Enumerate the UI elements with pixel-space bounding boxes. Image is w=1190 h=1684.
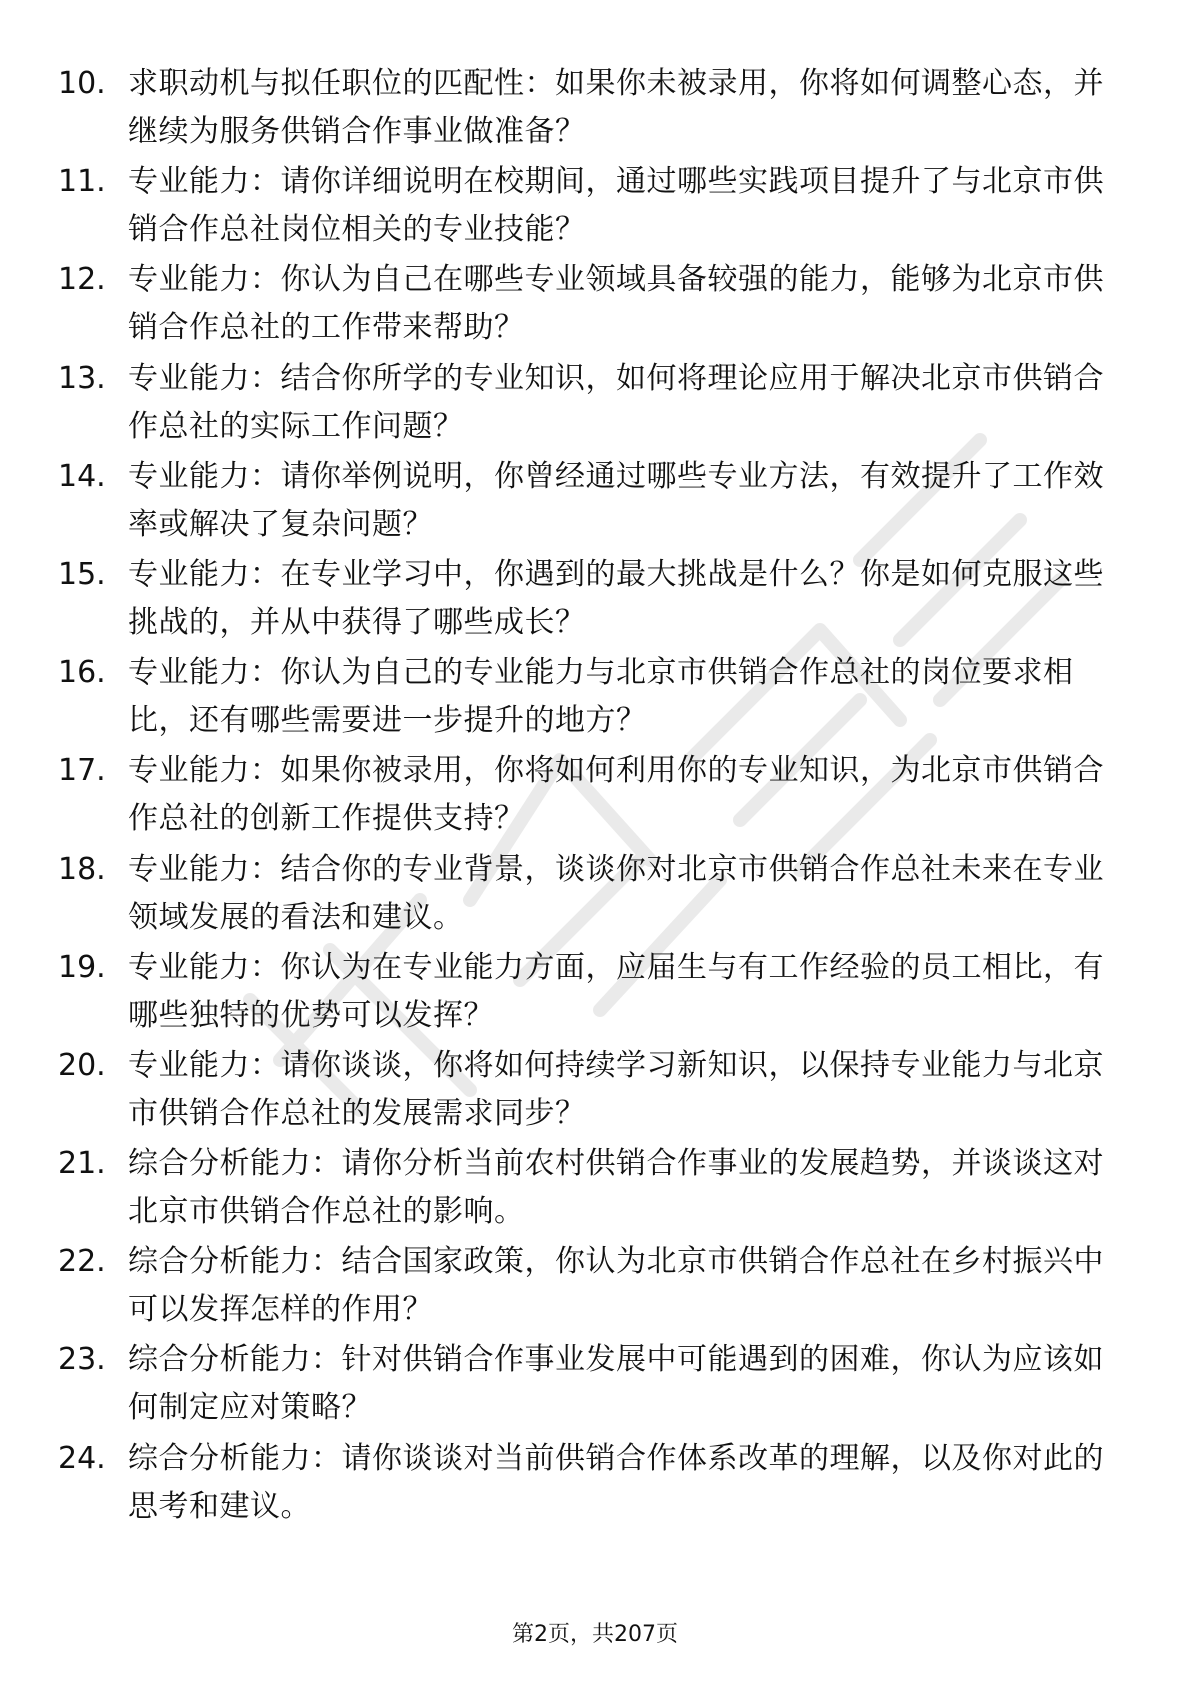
question-item (0, 1030, 1190, 1131)
question-text: 专业能力：请你谈谈，你将如何持续学习新知识，以保持专业能力与北京市供销合作总社的发展需求同步？ (128, 1047, 1104, 1131)
question-item (0, 637, 1190, 739)
question-item (0, 1226, 1190, 1328)
question-number: 16. (58, 655, 106, 691)
question-text: 专业能力：如果你被录用，你将如何利用你的专业知识，为北京市供销合作总社的创新工作提供支持？ (128, 753, 1104, 837)
question-number: 14. (58, 458, 106, 494)
question-number: 21. (58, 1146, 106, 1182)
question-text: 专业能力：你认为在专业能力方面，应届生与有工作经验的员工相比，有哪些独特的优势可以发挥？ (128, 949, 1104, 1033)
question-item (0, 539, 1190, 640)
question-number: 20. (58, 1047, 106, 1083)
question-text: 专业能力：请你举例说明，你曾经通过哪些专业方法，有效提升了工作效率或解决了复杂问题？ (128, 458, 1104, 542)
question-text: 综合分析能力：请你分析当前农村供销合作事业的发展趋势，并谈谈这对北京市供销合作总社的影响。 (128, 1146, 1104, 1230)
question-number: 12. (58, 262, 106, 298)
question-text: 专业能力：你认为自己在哪些专业领域具备较强的能力，能够为北京市供销合作总社的工作带来帮助？ (128, 262, 1104, 346)
question-number: 18. (58, 851, 106, 887)
question-text: 专业能力：结合你的专业背景，谈谈你对北京市供销合作总社未来在专业领域发展的看法和建议。 (128, 851, 1104, 935)
question-list (0, 48, 1190, 1524)
question-number: 23. (58, 1342, 106, 1378)
question-text: 专业能力：在专业学习中，你遇到的最大挑战是什么？你是如何克服这些挑战的，并从中获得了哪些成长？ (128, 556, 1104, 640)
question-item (0, 1324, 1190, 1426)
question-number: 13. (58, 360, 106, 396)
question-item (0, 735, 1190, 837)
question-text: 综合分析能力：请你谈谈对当前供销合作体系改革的理解，以及你对此的思考和建议。 (128, 1440, 1104, 1524)
question-number: 11. (58, 164, 106, 200)
question-item (0, 343, 1190, 444)
question-item (0, 441, 1190, 542)
question-item (0, 834, 1190, 935)
question-item (0, 244, 1190, 346)
question-text: 综合分析能力：针对供销合作事业发展中可能遇到的困难，你认为应该如何制定应对策略？ (128, 1342, 1104, 1426)
question-number: 22. (58, 1244, 106, 1280)
question-text: 专业能力：结合你所学的专业知识，如何将理论应用于解决北京市供销合作总社的实际工作问题？ (128, 360, 1104, 444)
question-number: 15. (58, 556, 106, 592)
question-item (0, 932, 1190, 1033)
question-text: 专业能力：请你详细说明在校期间，通过哪些实践项目提升了与北京市供销合作总社岗位相关的专业技能？ (128, 164, 1104, 248)
question-item (0, 1423, 1190, 1524)
question-number: 19. (58, 949, 106, 985)
question-number: 24. (58, 1440, 106, 1476)
question-item (0, 146, 1190, 248)
question-item (0, 48, 1190, 149)
question-text: 专业能力：你认为自己的专业能力与北京市供销合作总社的岗位要求相比，还有哪些需要进一步提升的地方？ (128, 655, 1074, 739)
question-number: 10. (58, 66, 106, 101)
question-text: 综合分析能力：结合国家政策，你认为北京市供销合作总社在乡村振兴中可以发挥怎样的作用？ (128, 1244, 1104, 1328)
page-footer: 第2页，共207页 (512, 1622, 678, 1647)
question-number: 17. (58, 753, 106, 789)
question-item (0, 1128, 1190, 1230)
question-text: 求职动机与拟任职位的匹配性：如果你未被录用，你将如何调整心态，并继续为服务供销合作事业做准备？ (128, 66, 1104, 149)
